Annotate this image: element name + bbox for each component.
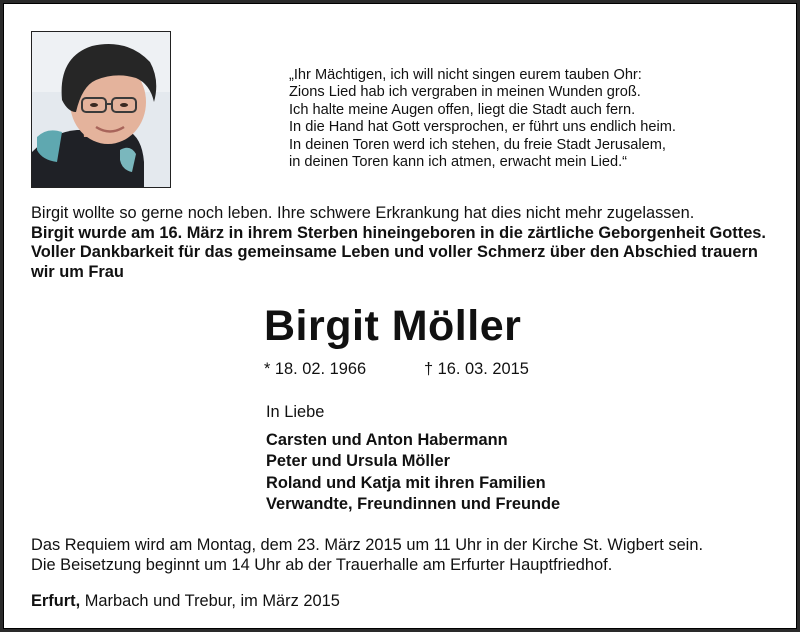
intro-line-1: Birgit wollte so gerne noch leben. Ihre schwere Erkrankung hat dies nicht mehr zugelassen. bbox=[31, 204, 695, 222]
place-city: Erfurt, bbox=[31, 592, 81, 610]
in-love-label: In Liebe bbox=[266, 403, 325, 421]
quote-line: Zions Lied hab ich vergraben in meinen Wunden groß. bbox=[289, 84, 641, 101]
place-rest: Marbach und Trebur, im März 2015 bbox=[80, 592, 340, 610]
mourner-line: Peter und Ursula Möller bbox=[266, 452, 450, 471]
portrait-image bbox=[32, 32, 170, 187]
intro-line-3: Voller Dankbarkeit für das gemeinsame Leben und voller Schmerz über den Abschied trauern wir um Frau bbox=[31, 243, 758, 281]
mourner-line: Roland und Katja mit ihren Familien bbox=[266, 473, 546, 492]
service-info bbox=[31, 535, 791, 575]
quote-line: Ich halte meine Augen offen, liegt die Stadt auch fern. bbox=[289, 101, 636, 118]
burial-text: Die Beisetzung beginnt um 14 Uhr ab der Trauerhalle am Erfurter Hauptfriedhof. bbox=[31, 556, 613, 574]
quote-line: In deinen Toren werd ich stehen, du freie Stadt Jerusalem, bbox=[289, 136, 666, 153]
place-and-date bbox=[31, 592, 340, 611]
quote-line: in deinen Toren kann ich atmen, erwacht mein Lied.“ bbox=[289, 154, 628, 171]
birth-date: * 18. 02. 1966 bbox=[264, 360, 367, 378]
mourner-line: Carsten und Anton Habermann bbox=[266, 431, 508, 449]
obituary-notice bbox=[3, 3, 797, 629]
intro-text bbox=[31, 204, 781, 282]
mourner-line: Verwandte, Freundinnen und Freunde bbox=[266, 495, 561, 514]
death-date: † 16. 03. 2015 bbox=[424, 360, 529, 378]
quote-line: „Ihr Mächtigen, ich will nicht singen eurem tauben Ohr: bbox=[289, 67, 642, 83]
intro-line-2: Birgit wurde am 16. März in ihrem Sterben hineingeboren in die zärtliche Geborgenheit Gottes. bbox=[31, 223, 766, 242]
quote-text bbox=[289, 67, 676, 171]
deceased-name: Birgit Möller bbox=[264, 302, 522, 350]
quote-line: In die Hand hat Gott versprochen, er führt uns endlich heim. bbox=[289, 119, 676, 136]
requiem-text: Das Requiem wird am Montag, dem 23. März 2015 um 11 Uhr in der Kirche St. Wigbert sein. bbox=[31, 536, 703, 554]
portrait-photo bbox=[31, 31, 171, 188]
mourners-list bbox=[266, 430, 560, 516]
